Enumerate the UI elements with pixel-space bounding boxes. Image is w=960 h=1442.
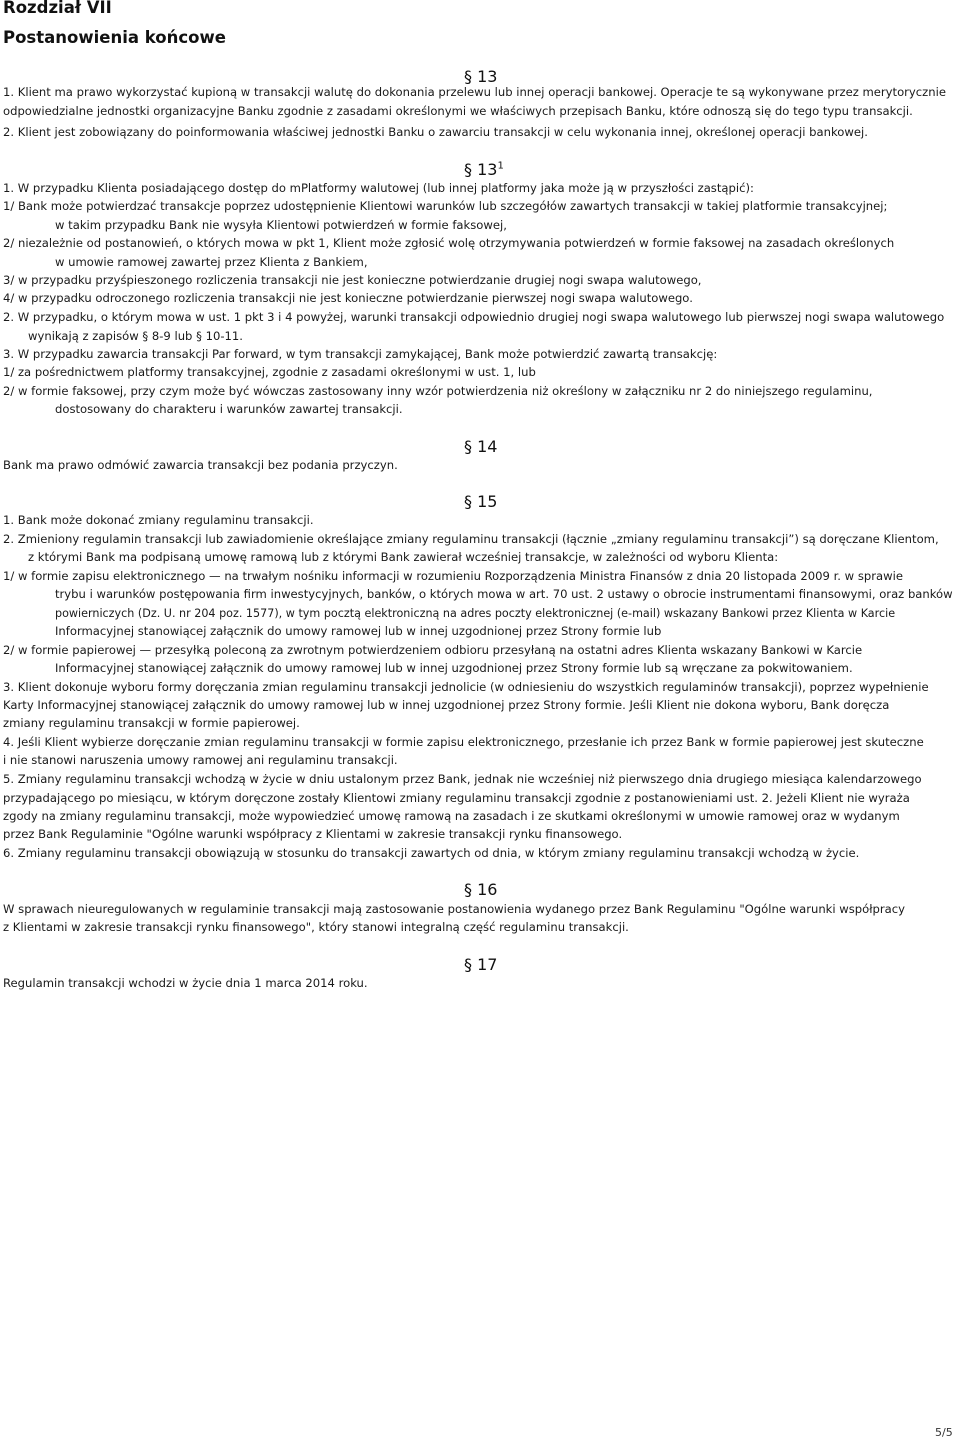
text-line: 2. Zmieniony regulamin transakcji lub zawiadomienie określające zmiany regulaminu transakcji (łącznie „zmiany regulaminu transakcji”) są doręczane Klientom, (3, 532, 939, 546)
text-line: Informacyjnej stanowiącej załącznik do umowy ramowej lub w innej uzgodnionej przez Strony formie lub są wręczane za pokwitowaniem. (55, 661, 853, 675)
chapter-subtitle: Postanowienia końcowe (3, 28, 226, 47)
section-superscript: 1 (497, 160, 504, 172)
text-line: Karty Informacyjnej stanowiącej załącznik do umowy ramowej lub w innej uzgodnionej przez Strony formie. Jeśli Klient nie dokona wyboru, Bank doręcza (3, 698, 890, 712)
text-line: z którymi Bank ma podpisaną umowę ramową lub z którymi Bank zawierał wcześniej transakcje, w zależności od wyboru Klienta: (28, 550, 779, 564)
text-line: 2/ w formie papierowej — przesyłką poleconą za zwrotnym potwierdzeniem odbioru przesyłaną na ostatni adres Klienta wskazany Bankowi w Karcie (3, 643, 863, 657)
text-line: 2. W przypadku, o którym mowa w ust. 1 pkt 3 i 4 powyżej, warunki transakcji odpowiednio drugiej nogi swapa walutowego lub pierwszej nogi swapa walutowego (3, 310, 945, 324)
text-line: 1. W przypadku Klienta posiadającego dostęp do mPlatformy walutowej (lub innej platformy jaka może ją w przyszłości zastąpić): (3, 181, 754, 195)
section-heading: § $13^1$ (464, 160, 504, 179)
text-line: z Klientami w zakresie transakcji rynku finansowego", który stanowi integralną część regulaminu transakcji. (3, 920, 629, 934)
text-line: 1. Klient ma prawo wykorzystać kupioną w transakcji walutę do dokonania przelewu lub innej operacji bankowej. Operacje te są wykonywane przez merytorycznie (3, 85, 946, 99)
text-line: powierniczych (Dz. U. nr 204 poz. 1577), w tym pocztą elektroniczną na adres poczty elektronicznej (e-mail) wskazany Bankowi przez Klienta w Karcie (55, 606, 896, 620)
text-line: 4/ w przypadku odroczonego rozliczenia transakcji nie jest konieczne potwierdzanie pierwszej nogi swapa walutowego. (3, 291, 693, 305)
text-line: w takim przypadku Bank nie wysyła Klientowi potwierdzeń w formie faksowej, (55, 218, 507, 232)
text-line: 3. W przypadku zawarcia transakcji Par forward, w tym transakcji zamykającej, Bank może potwierdzić zawartą transakcję: (3, 347, 718, 361)
text-line: przypadającego po miesiącu, w którym doręczone zostały Klientowi zmiany regulaminu transakcji zgodnie z postanowieniami ust. 2. Jeżeli Klient nie wyraża (3, 791, 910, 805)
section-heading: § 17 (464, 955, 498, 974)
text-line: Informacyjnej stanowiącej załącznik do umowy ramowej lub w innej uzgodnionej przez Strony formie lub (55, 624, 662, 638)
text-line: Regulamin transakcji wchodzi w życie dnia 1 marca 2014 roku. (3, 976, 368, 990)
text-line: trybu i warunków postępowania firm inwestycyjnych, banków, o których mowa w art. 70 ust. 2 ustawy o obrocie instrumentami finansowymi, oraz banków (55, 587, 953, 601)
text-line: w umowie ramowej zawartej przez Klienta z Bankiem, (55, 255, 368, 269)
text-line: 2/ w formie faksowej, przy czym może być wówczas zastosowany inny wzór potwierdzenia niż określony w załączniku nr 2 do niniejszego regulaminu, (3, 384, 873, 398)
text-line: dostosowany do charakteru i warunków zawartej transakcji. (55, 402, 403, 416)
text-line: 1/ za pośrednictwem platformy transakcyjnej, zgodnie z zasadami określonymi w ust. 1, lub (3, 365, 536, 379)
section-heading: § 14 (464, 437, 498, 456)
text-line: 2. Klient jest zobowiązany do poinformowania właściwej jednostki Banku o zawarciu transakcji w celu wykonania innej, określonej operacji bankowej. (3, 125, 868, 139)
text-line: zmiany regulaminu transakcji w formie papierowej. (3, 716, 300, 730)
text-line: 1. Bank może dokonać zmiany regulaminu transakcji. (3, 513, 314, 527)
text-line: 2/ niezależnie od postanowień, o których mowa w pkt 1, Klient może zgłosić wolę otrzymywania potwierdzeń w formie faksowej na zasadach określonych (3, 236, 895, 250)
text-line: 6. Zmiany regulaminu transakcji obowiązują w stosunku do transakcji zawartych od dnia, w którym zmiany regulaminu transakcji wchodzą w życie. (3, 846, 860, 860)
text-line: Bank ma prawo odmówić zawarcia transakcji bez podania przyczyn. (3, 458, 398, 472)
section-heading: § 13 (464, 67, 498, 86)
text-line: zgody na zmiany regulaminu transakcji, może wypowiedzieć umowę ramową na zasadach i ze skutkami określonymi w umowie ramowej oraz w wydanym (3, 809, 900, 823)
text-line: 1/ w formie zapisu elektronicznego — na trwałym nośniku informacji w rozumieniu Rozporządzenia Ministra Finansów z dnia 20 listopada 2009 r. w sprawie (3, 569, 903, 583)
section-heading: § 15 (464, 492, 498, 511)
text-line: 3/ w przypadku przyśpieszonego rozliczenia transakcji nie jest konieczne potwierdzanie drugiej nogi swapa walutowego, (3, 273, 702, 287)
text-line: wynikają z zapisów § 8-9 lub § 10-11. (28, 329, 243, 343)
text-line: W sprawach nieuregulowanych w regulaminie transakcji mają zastosowanie postanowienia wydanego przez Bank Regulaminu "Ogólne warunki współpracy (3, 902, 906, 916)
text-line: i nie stanowi naruszenia umowy ramowej ani regulaminu transakcji. (3, 753, 398, 767)
section-heading: § 16 (464, 880, 498, 899)
text-line: 5. Zmiany regulaminu transakcji wchodzą w życie w dniu ustalonym przez Bank, jednak nie wcześniej niż pierwszego dnia drugiego miesiąca kalendarzowego (3, 772, 922, 786)
text-line: 3. Klient dokonuje wyboru formy doręczania zmian regulaminu transakcji jednolicie (w odniesieniu do wszystkich regulaminów transakcji), poprzez wypełnienie (3, 680, 929, 694)
text-line: 1/ Bank może potwierdzać transakcje poprzez udostępnienie Klientowi warunków lub szczegółów zawartych transakcji w takiej platformie transakcyjnej; (3, 199, 888, 213)
text-line: odpowiedzialne jednostki organizacyjne Banku zgodnie z zasadami określonymi we właściwych przepisach Banku, które odnoszą się do tego typu transakcji. (3, 104, 913, 118)
page-number: 5/5 (935, 1426, 953, 1439)
text-line: przez Bank Regulaminie "Ogólne warunki współpracy z Klientami w zakresie transakcji rynku finansowego. (3, 827, 623, 841)
chapter-title: Rozdział VII (3, 0, 112, 17)
text-line: 4. Jeśli Klient wybierze doręczanie zmian regulaminu transakcji w formie zapisu elektronicznego, przesłanie ich przez Bank w formie papierowej jest skuteczne (3, 735, 924, 749)
